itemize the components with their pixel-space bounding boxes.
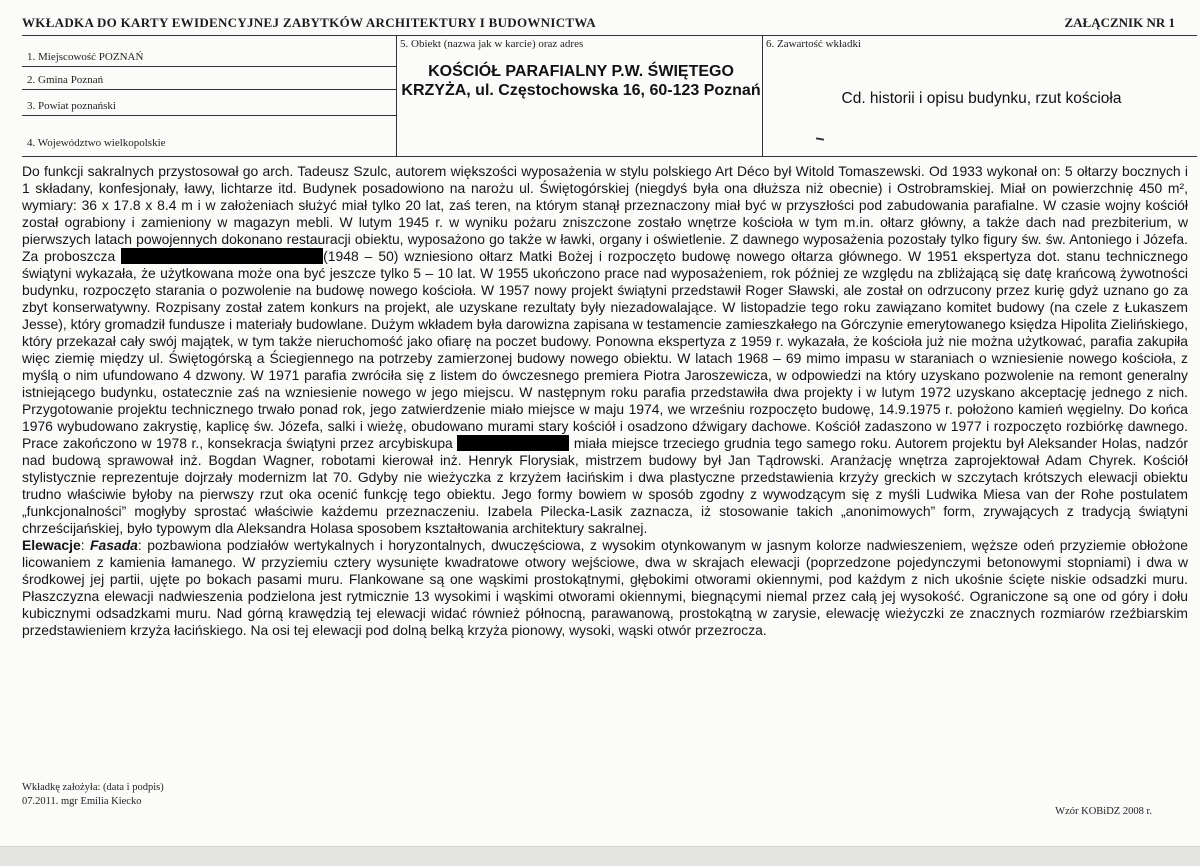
history-paragraph: Do funkcji sakralnych przystosował go arch. Tadeusz Szulc, autorem większości wyposażenia w stylu polskiego Art Déco był Witold Tomaszewski. Od 1933 wykonał on: 5 ołtarzy bocznych i 1 składany, konfesjonały, ławy, lichtarze itd. Budynek posadowiono na narożu ul. Świętogórskiej (niegdyś była ona dłuższa niż obecnie) i Ostrobramskiej. Miał on powierzchnię 450 m², wymiary: 36 x 17.8 x 8.4 m i w założeniach służyć miał tylko 20 lat, zaś teren, na którym stanął przeznaczony miał być w przyszłości pod zabudowania parafialne. W czasie wojny kościół został ograbiony i zamieniony w magazyn mebli. W lutym 1945 r. w wyniku pożaru zniszczone zostało wnętrze kościoła w tym m.in. ołtarz główny, a także dach nad prezbiterium, w pierwszych latach powojennych dokonano restauracji obiektu, wyposażono go także w ławki, organy i oświetlenie. Z dawnego wyposażenia pozostały tylko figury św. św. Antoniego i Józefa. Za proboszcza (1948 – 50) wzniesiono ołtarz Matki Bożej i rozpoczęto budowę nowego ołtarza głównego. W 1951 ekspertyza dot. stanu technicznego świątyni wykazała, że użytkowana może ona być jeszcze tylko 5 – 10 lat. W 1955 ukończono prace nad wyposażeniem, rok później ze względu na zbliżającą się datę krańcową żywotności budynku, rozpoczęto starania o pozwolenie na budowę nowego kościoła. W 1957 nowy projekt świątyni przedstawił Roger Sławski, ale został on odrzucony przez kurię gdyż uznano go za zbyt konserwatywny. Rozpisany został zatem konkurs na projekt, ale uzyskane rezultaty były niezadowalające. W listopadzie tego roku zawiązano komitet budowy (na czele z Łukaszem Jesse), który gromadził fundusze i materiały budowlane. Dużym wkładem była darowizna zapisana w testamencie zamieszkałego na Górczynie emerytowanego księdza Hipolita Zielińskiego, który przekazał cały swój majątek, w tym także nieruchomość jako ofiarę na poczet budowy. Ponowna ekspertyza z 1959 r. wykazała, że kościoła już nie można użytkować, parafia zakupiła więc ziemię między ul. Świętogórską a Ściegiennego na potrzeby zamierzonej budowy nowego obiektu. W latach 1968 – 69 mimo impasu w staraniach o wzniesienie nowego kościoła, z myślą o nim ufundowano 4 dzwony. W 1971 parafia zwróciła się z listem do ówczesnego premiera Piotra Jaroszewicza, w odpowiedzi na który uzyskano pozwolenie na remont generalny istniejącego budynku, ostatecznie zaś na wzniesienie nowego w jego miejscu. W następnym roku parafia przedstawiła dwa projekty i w lutym 1972 uzyskano akceptację jednego z nich. Przygotowanie projektu technicznego trwało ponad rok, jego zatwierdzenie miało miejsce w maju 1974, we wrześniu rozpoczęto budowę, 14.9.1975 r. położono kamień węgielny. Do końca 1976 wybudowano zakrystię, kaplicę św. Józefa, salki i wieżę, obudowano murami stary kościół i osadzono dźwigary dachowe. Kościół zadaszono w 1977 i rozpoczęto rozbiórkę dawnego. Prace zakończono w 1978 r., konsekracja świątyni przez arcybiskupa miała miejsce trzeciego grudnia tego samego roku. Autorem projektu był Aleksander Holas, nadzór nad budową sprawował inż. Bogdan Wagner, robotami kierował inż. Henryk Florysiak, mistrzem budowy był Jan Tądrowski. Aranżację wnętrza zaprojektował Adam Chyrek. Kościół stylistycznie reprezentuje dojrzały modernizm lat 70. Gdyby nie wieżyczka z krzyżem łacińskim i dwa plastyczne przedstawienia krzyży greckich w szczytach krótszych elewacji obiektu trudno właściwie byłoby na pierwszy rzut oka ocenić funkcję tego obiektu. Jego formy bowiem w sposób zgodny z wywodzącym się z myśli Ludwika Miesa van der Rohe postulatem „funkcjonalności” mogłyby sprostać właściwie każdemu przeznaczeniu. Izabela Pilecka-Lasik zaznacza, iż stosowanie takich „anonimowych” form, zrywających z tradycją świątyni chrześcijańskiej, było typowym dla Aleksandra Holasa sposobem kształtowania architektury sakralnej. [22, 163, 1188, 536]
template-version: Wzór KOBiDZ 2008 r. [1055, 806, 1152, 817]
field-voivodeship: 4. Województwo wielkopolskie [27, 137, 166, 149]
field-district: 3. Powiat poznański [22, 90, 396, 116]
preparer-value: 07.2011. mgr Emilia Kiecko [22, 796, 142, 807]
header-fields-grid [22, 35, 1197, 157]
contents-label: 6. Zawartość wkładki [766, 38, 861, 50]
contents-value: Cd. historii i opisu budynku, rzut kościoła [841, 90, 1122, 107]
field-commune: 2. Gmina Poznań [22, 67, 396, 90]
section-label-elevations: Elewacje [22, 537, 81, 553]
section-label-facade: Fasada [90, 537, 138, 553]
elevations-paragraph: Elewacje: Fasada: pozbawiona podziałów wertykalnych i horyzontalnych, dwuczęściowa, z wysokim otynkowanym w jasnym kolorze nadwieszeniem, węższe odeń przyziemie obłożone licowaniem z kamienia łamanego. W przyziemiu cztery wysunięte kwadratowe otwory wejściowe, dwa w skrajach elewacji (poprzedzone pojedynczymi betonowymi stopniami) i dwa w środkowej jej partii, ujęte po bokach pasami muru. Flankowane są one wąskimi prostokątnymi, głębokimi otworami okiennymi, pod każdym z nich ukośnie ścięte niskie odsadzki muru. Płaszczyzna elewacji nadwieszenia podzielona jest rytmicznie 13 wysokimi i wąskimi otworami okiennymi, biegnącymi niemal przez całą jej wysokość. Ograniczone są one od góry i dołu kubicznymi odsadzkami muru. Nad górną krawędzią tej elewacji widać również północną, parawanową, prostokątną w zarysie, elewację wieżyczki ze znacznych rozmiarów rzeźbiarskim przedstawieniem krzyża łacińskiego. Na osi tej elewacji pod dolną belką krzyża pionowy, wysoki, wąski otwór przezrocza. [22, 537, 1188, 638]
divider [396, 36, 397, 156]
preparer-info [22, 781, 164, 809]
card-header-title: WKŁADKA DO KARTY EWIDENCYJNEJ ZABYTKÓW ARCHITEKTURY I BUDOWNICTWA [22, 15, 596, 30]
history-description [22, 163, 1188, 639]
object-label: 5. Obiekt (nazwa jak w karcie) oraz adres [400, 38, 584, 50]
divider [762, 36, 763, 156]
redaction-bar [121, 248, 323, 264]
annex-number: ZAŁĄCZNIK NR 1 [1064, 15, 1175, 30]
field-locality: 1. Miejscowość POZNAŃ [22, 36, 396, 67]
preparer-label: Wkładkę założyła: (data i podpis) [22, 782, 164, 793]
object-name: KOŚCIÓŁ PARAFIALNY P.W. ŚWIĘTEGO KRZYŻA, ul. Częstochowska 16, 60-123 Poznań [401, 63, 761, 99]
redaction-bar [457, 435, 569, 451]
scan-edge [0, 846, 1200, 866]
location-fields [22, 36, 396, 156]
